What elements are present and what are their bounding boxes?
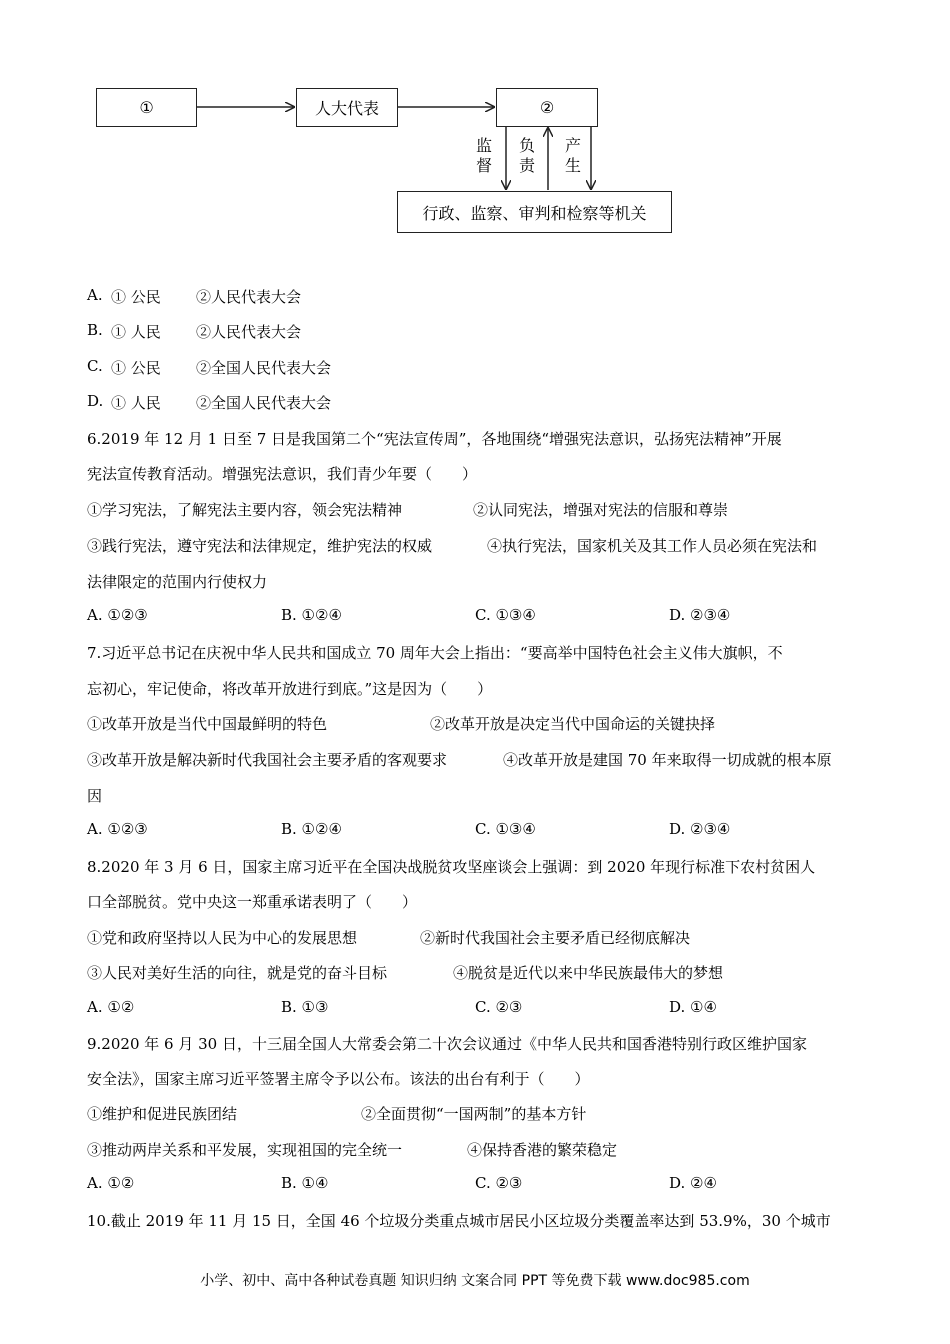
q8-option-b: B. ①③ xyxy=(281,998,329,1016)
q5-option-b xyxy=(87,321,302,341)
q8-option-a: A. ①② xyxy=(87,998,135,1016)
q8-item-1: ①党和政府坚持以人民为中心的发展思想 xyxy=(87,929,358,947)
q7-stem-line-1: 7.习近平总书记在庆祝中华人民共和国成立 70 周年大会上指出：“要高举中国特色社会主义伟大旗帜，不 xyxy=(87,644,783,662)
option-part-2: ②人民代表大会 xyxy=(196,323,302,341)
option-letter: B. xyxy=(87,321,103,339)
q6-option-a: A. ①②③ xyxy=(87,606,148,624)
q6-item-2: ②认同宪法，增强对宪法的信服和尊崇 xyxy=(473,501,729,519)
q9-option-b: B. ①④ xyxy=(281,1174,329,1192)
q7-item-2: ②改革开放是决定当代中国命运的关键抉择 xyxy=(430,715,716,733)
q6-item-1: ①学习宪法，了解宪法主要内容，领会宪法精神 xyxy=(87,501,403,519)
option-part-1: ① 人民 xyxy=(111,323,161,341)
q6-option-d: D. ②③④ xyxy=(669,606,731,624)
label-supervise-char2: 督 xyxy=(475,156,492,175)
option-letter: A. xyxy=(87,286,103,304)
option-letter: C. xyxy=(87,357,103,375)
q5-option-d xyxy=(87,392,332,412)
q9-item-1: ①维护和促进民族团结 xyxy=(87,1105,238,1123)
label-produce-char1: 产 xyxy=(564,136,581,155)
diagram-box-representative: 人大代表 xyxy=(296,88,398,127)
option-part-1: ① 公民 xyxy=(111,288,161,306)
q6-item-4: ④执行宪法，国家机关及其工作人员必须在宪法和 xyxy=(487,537,818,555)
q9-item-4: ④保持香港的繁荣稳定 xyxy=(467,1141,618,1159)
q6-stem-line-1: 6.2019 年 12 月 1 日至 7 日是我国第二个“宪法宣传周”，各地围绕“增强宪法意识，弘扬宪法精神”开展 xyxy=(87,430,782,448)
q7-item-3: ③改革开放是解决新时代我国社会主要矛盾的客观要求 xyxy=(87,751,448,769)
q6-option-c: C. ①③④ xyxy=(475,606,536,624)
q10-stem-line-1: 10.截止 2019 年 11 月 15 日，全国 46 个垃圾分类重点城市居民小区垃圾分类覆盖率达到 53.9%，30 个城市 xyxy=(87,1212,831,1230)
q9-item-3: ③推动两岸关系和平发展，实现祖国的完全统一 xyxy=(87,1141,403,1159)
structure-diagram xyxy=(0,0,950,260)
q7-item-4: ④改革开放是建国 70 年来取得一切成就的根本原 xyxy=(503,751,832,769)
q8-item-2: ②新时代我国社会主要矛盾已经彻底解决 xyxy=(420,929,691,947)
q5-option-a xyxy=(87,286,302,306)
q9-option-d: D. ②④ xyxy=(669,1174,717,1192)
label-supervise-char1: 监 xyxy=(475,136,492,155)
q7-stem-line-2: 忘初心，牢记使命，将改革开放进行到底。”这是因为（ ） xyxy=(87,680,493,698)
q6-option-b: B. ①②④ xyxy=(281,606,342,624)
label-produce xyxy=(563,136,583,176)
option-part-2: ②人民代表大会 xyxy=(196,288,302,306)
page-footer: 小学、初中、高中各种试卷真题 知识归纳 文案合同 PPT 等免费下载 www.doc985.com xyxy=(200,1273,750,1289)
diagram-box-organs: 行政、监察、审判和检察等机关 xyxy=(397,191,672,233)
q8-option-c: C. ②③ xyxy=(475,998,523,1016)
q6-item-4-cont: 法律限定的范围内行使权力 xyxy=(87,573,268,591)
label-responsible-char2: 责 xyxy=(518,156,535,175)
q9-stem-line-2: 安全法》，国家主席习近平签署主席令予以公布。该法的出台有利于（ ） xyxy=(87,1070,590,1088)
option-part-1: ① 公民 xyxy=(111,359,161,377)
q5-option-c xyxy=(87,357,332,377)
q6-item-3: ③践行宪法，遵守宪法和法律规定，维护宪法的权威 xyxy=(87,537,433,555)
label-supervise xyxy=(474,136,494,176)
q8-item-3: ③人民对美好生活的向往，就是党的奋斗目标 xyxy=(87,964,388,982)
option-part-2: ②全国人民代表大会 xyxy=(196,394,332,412)
q9-option-a: A. ①② xyxy=(87,1174,135,1192)
q7-option-a: A. ①②③ xyxy=(87,820,148,838)
option-part-2: ②全国人民代表大会 xyxy=(196,359,332,377)
q9-stem-line-1: 9.2020 年 6 月 30 日，十三届全国人大常委会第二十次会议通过《中华人民共和国香港特别行政区维护国家 xyxy=(87,1035,807,1053)
q6-stem-line-2: 宪法宣传教育活动。增强宪法意识，我们青少年要（ ） xyxy=(87,465,478,483)
q9-item-2: ②全面贯彻“一国两制”的基本方针 xyxy=(361,1105,587,1123)
option-letter: D. xyxy=(87,392,104,410)
q7-item-4-cont: 因 xyxy=(87,787,103,805)
q8-option-d: D. ①④ xyxy=(669,998,717,1016)
q8-item-4: ④脱贫是近代以来中华民族最伟大的梦想 xyxy=(453,964,724,982)
diagram-box-1: ① xyxy=(96,88,197,127)
label-produce-char2: 生 xyxy=(564,156,581,175)
label-responsible-char1: 负 xyxy=(518,136,535,155)
label-responsible xyxy=(517,136,537,176)
q7-item-1: ①改革开放是当代中国最鲜明的特色 xyxy=(87,715,328,733)
diagram-box-2: ② xyxy=(496,88,598,127)
q7-option-b: B. ①②④ xyxy=(281,820,342,838)
q7-option-d: D. ②③④ xyxy=(669,820,731,838)
q8-stem-line-1: 8.2020 年 3 月 6 日，国家主席习近平在全国决战脱贫攻坚座谈会上强调：到 2020 年现行标准下农村贫困人 xyxy=(87,858,816,876)
q8-stem-line-2: 口全部脱贫。党中央这一郑重承诺表明了（ ） xyxy=(87,893,418,911)
option-part-1: ① 人民 xyxy=(111,394,161,412)
q7-option-c: C. ①③④ xyxy=(475,820,536,838)
q9-option-c: C. ②③ xyxy=(475,1174,523,1192)
